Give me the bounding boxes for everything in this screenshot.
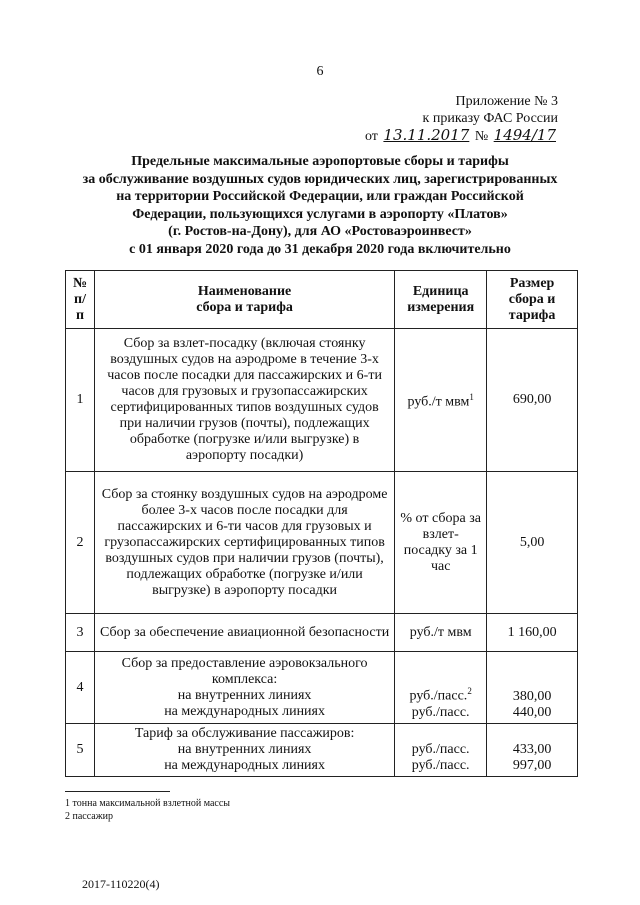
- row-unit: руб./т мвм$^1$: [395, 329, 487, 472]
- table-row: [66, 614, 578, 652]
- appendix-line-1: Приложение № 3: [455, 94, 558, 109]
- row-name: Сбор за предоставление аэровокзального комплекса: на внутренних линиях на международных линиях: [94, 652, 394, 724]
- appendix-header: [358, 93, 558, 145]
- row-number: 2: [66, 472, 95, 614]
- footnote: 1 тонна максимальной взлетной массы: [65, 798, 230, 809]
- document-title: [60, 153, 580, 258]
- row-unit: руб./т мвм: [395, 614, 487, 652]
- title-line: Федерации, пользующихся услугами в аэропорту «Платов»: [132, 206, 508, 222]
- row-unit: руб./пасс. руб./пасс.: [395, 724, 487, 777]
- row-number: 4: [66, 652, 95, 724]
- header-unit: Единица измерения: [395, 271, 487, 329]
- row-value: 1 160,00: [487, 614, 578, 652]
- tariffs-table: [65, 270, 578, 777]
- row-number: 3: [66, 614, 95, 652]
- table-row: [66, 724, 578, 777]
- title-line: за обслуживание воздушных судов юридических лиц, зарегистрированных: [82, 171, 558, 187]
- title-line: на территории Российской Федерации, или граждан Российской: [116, 189, 524, 204]
- appendix-line-2: к приказу ФАС России: [422, 111, 558, 126]
- row-number: 1: [66, 329, 95, 472]
- page-number: 6: [316, 64, 324, 79]
- row-name: Сбор за стоянку воздушных судов на аэродроме более 3-х часов после посадки для пассажирских и 6-ти часов для грузовых и грузопассажирских сертифицированных типов воздушных судов при наличии грузов (почты), подлежащих обработке (погрузке и/или выгрузке) в аэропорту посадки: [94, 472, 394, 614]
- row-value: 380,00 440,00: [487, 652, 578, 724]
- table-row: [66, 329, 578, 472]
- footnotes: [65, 797, 230, 823]
- order-number: 1494/17: [493, 126, 556, 144]
- number-prefix: №: [474, 129, 489, 144]
- order-date: 13.11.2017: [383, 126, 470, 144]
- row-value: 690,00: [487, 329, 578, 472]
- footnote: 2 пассажир: [65, 811, 113, 822]
- table-header-row: [66, 271, 578, 329]
- row-number: 5: [66, 724, 95, 777]
- title-line: с 01 января 2020 года до 31 декабря 2020 года включительно: [129, 241, 511, 257]
- row-name: Сбор за взлет-посадку (включая стоянку воздушных судов на аэродроме в течение 3-х часов после посадки для пассажирских и 6-ти часов для грузовых и грузопассажирских сертифицированных типов воздушных судов при наличии грузов (почты), подлежащих обработке (погрузке и/или выгрузке) в аэропорту посадки): [94, 329, 394, 472]
- table-row: [66, 472, 578, 614]
- footnote-divider: [65, 791, 170, 792]
- row-unit: руб./пасс.$^2$ руб./пасс.: [395, 652, 487, 724]
- title-line: Предельные максимальные аэропортовые сборы и тарифы: [131, 154, 509, 169]
- title-line: (г. Ростов-на-Дону), для АО «Ростоваэроинвест»: [168, 224, 472, 239]
- header-name: Наименование сбора и тарифа: [94, 271, 394, 329]
- row-name: Тариф за обслуживание пассажиров: на внутренних линиях на международных линиях: [94, 724, 394, 777]
- row-value: 433,00 997,00: [487, 724, 578, 777]
- row-unit: % от сбора за взлет-посадку за 1 час: [395, 472, 487, 614]
- header-num: № п/п: [66, 271, 95, 329]
- row-name: Сбор за обеспечение авиационной безопасности: [94, 614, 394, 652]
- row-value: 5,00: [487, 472, 578, 614]
- table-row: [66, 652, 578, 724]
- date-prefix: от: [364, 129, 378, 144]
- document-code: 2017-110220(4): [82, 877, 160, 891]
- appendix-line-3: [358, 127, 558, 145]
- header-value: Размер сбора и тарифа: [487, 271, 578, 329]
